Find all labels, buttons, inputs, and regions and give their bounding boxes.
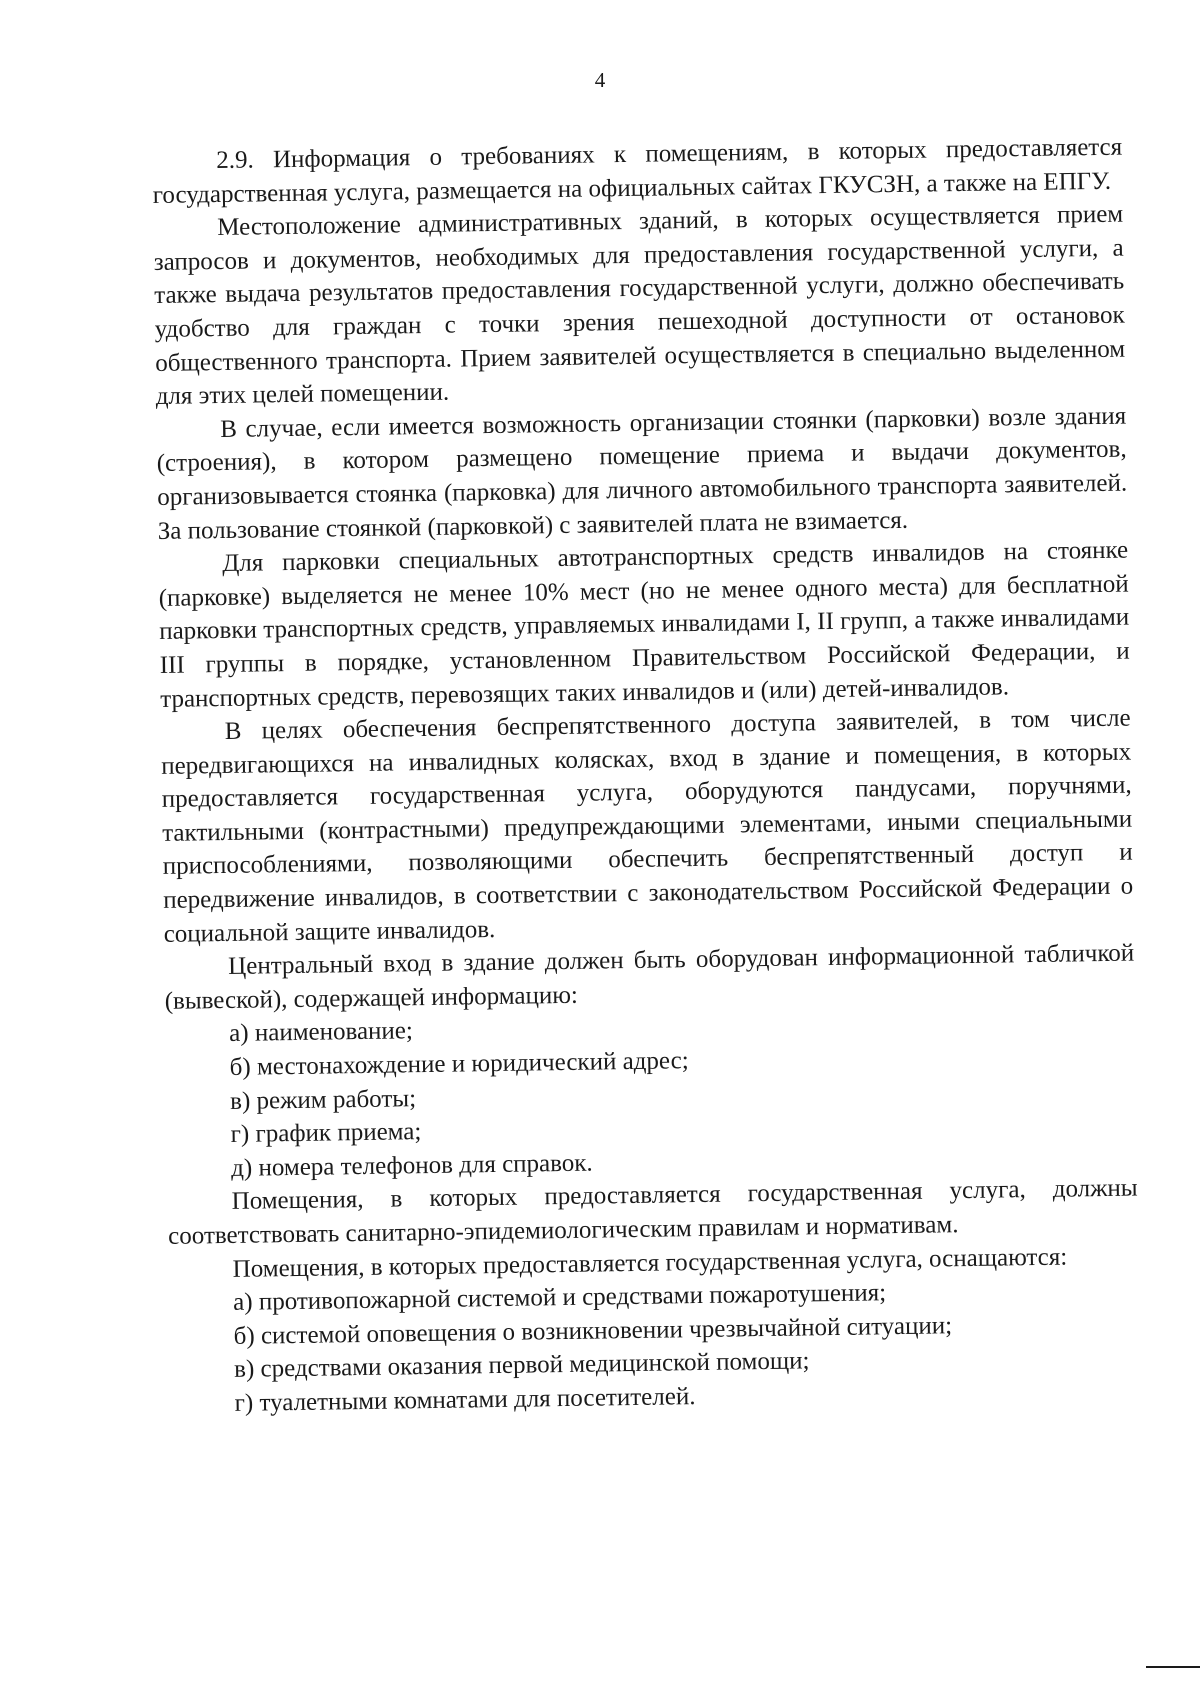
list-item: б) системой оповещения о возникновении чрезвычайной ситуации; (233, 1312, 953, 1350)
paragraph-equipment: Помещения, в которых предоставляется государственная услуга, оснащаются: (232, 1243, 1068, 1283)
paragraph-building-location: Местоположение административных зданий, в которых осуществляется прием запросов и документов, необходимых для предоставления государственной услуги, а также выдача результатов предоставления государственной услуги, должно обеспечивать удобство для граждан с точки зрения пешеходной доступности от остановок общественного транспорта. Прием заявителей осуществляется в специально выделенном для этих целей помещении. (153, 200, 1126, 411)
footer-rule (1146, 1666, 1200, 1668)
list-item: в) режим работы; (229, 1084, 417, 1115)
paragraph-parking: В случае, если имеется возможность организации стоянки (парковки) возле здания (строения), в котором размещено помещение приема и выдачи документов, организовывается стоянка (парковка) для личного автомобильного транспорта заявителей. За пользование стоянкой (парковкой) с заявителей плата не взимается. (156, 402, 1128, 545)
paragraph-entrance-sign: Центральный вход в здание должен быть оборудован информационной табличкой (вывеской), содержащей информацию: (164, 939, 1135, 1015)
paragraph-accessibility: В целях обеспечения беспрепятственного доступа заявителей, в том числе передвигающихся на инвалидных колясках, вход в здание и помещения, в которых предоставляется государственная услуга, оборудуются пандусами, поручнями, тактильными (контрастными) предупреждающими элементами, иными специальными приспособлениями, позволяющими обеспечить беспрепятственный доступ и передвижение инвалидов, в соответствии с законодательством Российской Федерации о социальной защите инвалидов. (161, 704, 1134, 948)
paragraph-2-9-requirements: 2.9. Информация о требованиях к помещениям, в которых предоставляется государственная услуга, размещается на официальных сайтах ГКУСЗН, а также на ЕПГУ. (152, 133, 1123, 209)
document-body (152, 131, 1141, 1422)
paragraph-sanitary-rules: Помещения, в которых предоставляется государственная услуга, должны соответствовать санитарно-эпидемиологическим правилам и нормативам. (167, 1174, 1138, 1250)
list-item: г) график приема; (230, 1118, 422, 1149)
list-item: в) средствами оказания первой медицинской помощи; (233, 1347, 810, 1384)
page-number: 4 (594, 68, 606, 92)
list-item: б) местонахождение и юридический адрес; (229, 1047, 689, 1081)
list-item: г) туалетными комнатами для посетителей. (234, 1383, 696, 1417)
list-item: а) противопожарной системой и средствами пожаротушения; (232, 1279, 887, 1317)
paragraph-disabled-parking: Для парковки специальных автотранспортных средств инвалидов на стоянке (парковке) выделяется не менее 10% мест (но не менее одного места) для бесплатной парковки транспортных средств, управляемых инвалидами I, II групп, а также инвалидами III группы в порядке, установленном Правительством Российской Федерации, и транспортных средств, перевозящих таких инвалидов и (или) детей-инвалидов. (158, 536, 1130, 713)
list-item: д) номера телефонов для справок. (230, 1149, 593, 1182)
list-item: а) наименование; (228, 1017, 414, 1048)
